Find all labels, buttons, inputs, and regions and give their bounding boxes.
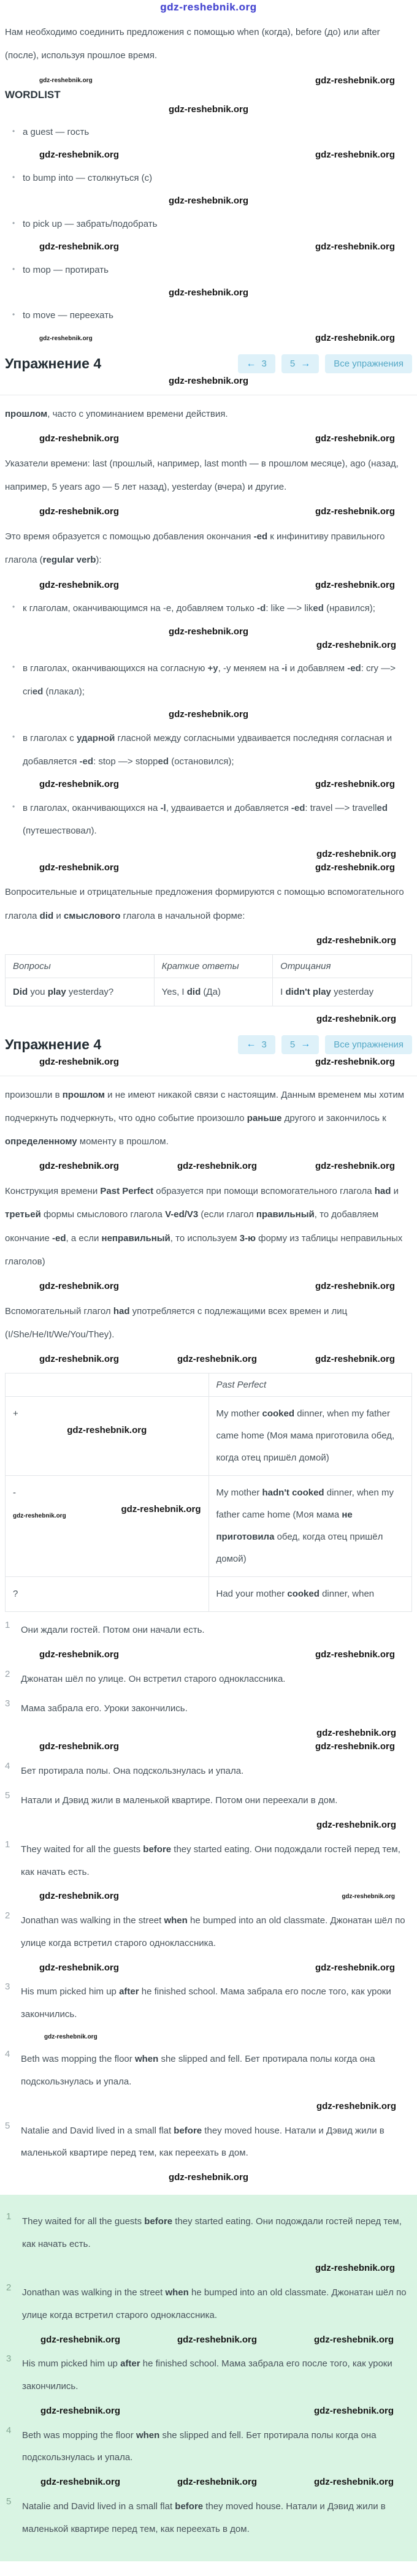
past-perfect-paragraph: Вспомогательный глагол had употребляется с подлежащими всех времен и лиц (I/She/He/It/We/You/They). (5, 1305, 348, 1340)
watermark: gdz-reshebnik.org (316, 639, 396, 650)
item-number: 3 (6, 2354, 12, 2365)
column-header: Вопросы (6, 954, 155, 978)
watermark: gdz-reshebnik.org (315, 333, 395, 344)
watermark: gdz-reshebnik.org (177, 2334, 257, 2345)
task-text: Бет протирала полы. Она подскользнулась и упала. (21, 1765, 244, 1776)
answer-item (5, 2048, 412, 2094)
wordlist (5, 263, 412, 278)
sign-cell: + gdz-reshebnik.org (6, 1397, 209, 1476)
watermark: gdz-reshebnik.org (39, 433, 120, 444)
watermark-row (5, 1649, 412, 1661)
watermark-row (5, 1281, 412, 1293)
wordlist (5, 308, 412, 323)
watermark: gdz-reshebnik.org (315, 1354, 395, 1365)
task-item (5, 1790, 412, 1812)
wordlist-item: • to mop — протирать (12, 263, 412, 278)
did-table (5, 954, 412, 1007)
answer-text: Jonathan was walking in the street when he bumped into an old classmate. Джонатан шёл по улице когда встретил старого одноклассника. (21, 1915, 405, 1948)
spelling-rules-list (5, 597, 412, 620)
pagination (238, 1035, 412, 1054)
exercise-title: Упражнение 4 (5, 1036, 102, 1052)
watermark-row (5, 1891, 412, 1902)
sign-cell: ? (6, 1577, 209, 1612)
answer-text: Beth was mopping the floor when she slipped and fell. Бет протирала полы когда она подскользнулась и упала. (21, 2054, 375, 2088)
task-item (5, 1698, 412, 1720)
past-simple-paragraph: Это время образуется с помощью добавления окончания -ed к инфинитиву правильного глагола (regular verb): (5, 531, 385, 566)
answer-text: Beth was mopping the floor when she slipped and fell. Бет протирала полы когда она подскользнулась и упала. (22, 2430, 377, 2463)
watermark: gdz-reshebnik.org (315, 1056, 395, 1067)
watermark: gdz-reshebnik.org (168, 287, 248, 298)
item-number: 5 (5, 2120, 10, 2131)
task-text: Джонатан шёл по улице. Он встретил старого одноклассника. (21, 1673, 286, 1684)
answer-item (5, 1981, 412, 2026)
answer-item (6, 2353, 411, 2398)
spelling-rules-list (5, 797, 412, 843)
watermark-row (5, 241, 412, 253)
watermark-row (6, 2477, 411, 2488)
watermark: gdz-reshebnik.org (168, 376, 248, 387)
watermark: gdz-reshebnik.org (315, 241, 395, 252)
item-number: 3 (5, 1981, 10, 1993)
watermark: gdz-reshebnik.org (168, 709, 248, 720)
answer-item (5, 1839, 412, 1884)
all-exercises-button[interactable] (325, 354, 412, 373)
table-row-positive (6, 1397, 412, 1476)
item-number: 5 (6, 2496, 12, 2507)
site-logo: gdz-reshebnik.org (160, 1, 257, 13)
watermark: gdz-reshebnik.org (40, 2405, 121, 2416)
all-exercises-button[interactable] (325, 1035, 412, 1054)
answers-list (5, 1839, 412, 2184)
task-item (5, 1668, 412, 1691)
exercise-header (5, 1035, 412, 1054)
wordlist (5, 217, 412, 232)
watermark: gdz-reshebnik.org (39, 1741, 120, 1752)
watermark: gdz-reshebnik.org (168, 626, 248, 637)
arrow-right-icon: → (300, 1039, 311, 1050)
next-page-button[interactable] (281, 1035, 319, 1054)
rule-item: • в глаголах с ударной гласной между согласными удваивается последняя согласная и добавляется -ed: stop —> stopped (остановился); (12, 727, 412, 773)
watermark: gdz-reshebnik.org (316, 935, 396, 946)
watermark: gdz-reshebnik.org (39, 1962, 120, 1973)
watermark-row (5, 779, 412, 791)
watermark: gdz-reshebnik.org (39, 1161, 120, 1172)
negative-cell: I didn't play yesterday (273, 978, 412, 1006)
answer-text: They waited for all the guests before they started eating. Они подождали гостей перед тем, как начать есть. (21, 1844, 400, 1877)
arrow-left-icon: ← (246, 358, 256, 369)
watermark: gdz-reshebnik.org (313, 2405, 394, 2416)
watermark-row (5, 1962, 412, 1974)
exercise-title: Упражнение 4 (5, 355, 102, 372)
watermark: gdz-reshebnik.org (316, 1728, 396, 1739)
rule-item: • в глаголах, оканчивающихся на согласную +y, -у меняем на -i и добавляем -ed: cry —> cried (плакал); (12, 657, 412, 703)
past-perfect-paragraph: Конструкция времени Past Perfect образуется при помощи вспомогательного глагола had и третьей формы смыслового глагола V-ed/V3 (если глагол правильный, то добавляем окончание -ed, а если неправильный, то используем 3-ю форму из таблицы неправильных глаголов) (5, 1186, 403, 1267)
task-text: Они ждали гостей. Потом они начали есть. (21, 1625, 205, 1636)
watermark: gdz-reshebnik.org (315, 579, 395, 590)
item-number: 1 (5, 1839, 10, 1850)
item-number: 4 (6, 2425, 12, 2436)
wordlist-item: • to pick up — забрать/подобрать (12, 217, 412, 232)
watermark-row (5, 580, 412, 591)
wordlist-item: • to bump into — столкнуться (с) (12, 171, 412, 186)
watermark: gdz-reshebnik.org (39, 1281, 120, 1292)
watermark: gdz-reshebnik.org (315, 1649, 395, 1660)
answer-text: His mum picked him up after he finished school. Мама забрала его после того, как уроки закончились. (22, 2358, 392, 2392)
prev-page-number: 3 (261, 359, 267, 370)
all-exercises-label: Все упражнения (334, 359, 404, 370)
watermark: gdz-reshebnik.org (313, 2334, 394, 2345)
watermark: gdz-reshebnik.org (315, 433, 395, 444)
item-number: 2 (6, 2282, 12, 2293)
item-number: 1 (5, 1620, 10, 1631)
past-simple-paragraph: Вопросительные и отрицательные предложения формируются с помощью вспомогательного глагола did и смыслового глагола в начальной форме: (5, 887, 404, 921)
watermark: gdz-reshebnik.org (67, 1425, 147, 1436)
task-item (5, 1760, 412, 1783)
answer-item (6, 2282, 411, 2327)
rule-item: • в глаголах, оканчивающихся на -l, удваивается и добавляется -ed: travel —> travelled (путешествовал). (12, 797, 412, 843)
example-cell: Had your mother cooked dinner, when (208, 1577, 412, 1612)
task-item (5, 1619, 412, 1642)
watermark-row (5, 1354, 412, 1366)
watermark: gdz-reshebnik.org (342, 1893, 395, 1900)
watermark: gdz-reshebnik.org (316, 848, 396, 859)
next-page-number: 5 (289, 359, 296, 370)
table-header-row (6, 1373, 412, 1397)
all-exercises-label: Все упражнения (334, 1039, 404, 1050)
answer-item (5, 1910, 412, 1955)
empty-header-cell (6, 1373, 209, 1397)
rule-item: • к глаголам, оканчивающимся на -е, добавляем только -d: like —> liked (нравился); (12, 597, 412, 620)
watermark: gdz-reshebnik.org (313, 2477, 394, 2488)
answer-text: Natalie and David lived in a small flat before they moved house. Натали и Дэвид жили в маленькой квартире перед тем, как переехать в дом. (22, 2501, 386, 2534)
intro-paragraph: Нам необходимо соединить предложения с помощью when (когда), before (до) или after (после), используя прошлое время. (5, 27, 380, 61)
arrow-right-icon: → (300, 358, 311, 369)
watermark-row (5, 75, 412, 87)
answer-text: Natalie and David lived in a small flat before they moved house. Натали и Дэвид жили в маленькой квартире перед тем, как переехать в дом. (21, 2125, 384, 2159)
watermark: gdz-reshebnik.org (39, 579, 120, 590)
watermark: gdz-reshebnik.org (315, 1741, 395, 1752)
watermark-row (5, 1161, 412, 1172)
answer-text: His mum picked him up after he finished school. Мама забрала его после того, как уроки закончились. (21, 1986, 391, 2020)
answer-item (5, 2120, 412, 2165)
watermark: gdz-reshebnik.org (315, 75, 395, 86)
watermark: gdz-reshebnik.org (315, 779, 395, 790)
item-number: 4 (5, 1760, 10, 1771)
item-number: 4 (5, 2049, 10, 2060)
past-perfect-header: Past Perfect (208, 1373, 412, 1397)
item-number: 2 (5, 1668, 10, 1679)
prev-page-button[interactable] (238, 1035, 275, 1054)
watermark: gdz-reshebnik.org (315, 506, 395, 517)
watermark-row (5, 333, 412, 344)
pagination (238, 354, 412, 373)
watermark: gdz-reshebnik.org (168, 104, 248, 115)
wordlist (5, 171, 412, 186)
watermark: gdz-reshebnik.org (315, 150, 395, 161)
watermark: gdz-reshebnik.org (39, 241, 120, 252)
watermark: gdz-reshebnik.org (315, 2263, 395, 2274)
spelling-rules-list (5, 657, 412, 703)
watermark: gdz-reshebnik.org (168, 2172, 248, 2183)
watermark-row (5, 862, 412, 874)
watermark: gdz-reshebnik.org (44, 2033, 98, 2040)
watermark: gdz-reshebnik.org (39, 1056, 120, 1067)
example-cell: My mother cooked dinner, when my father came home (Моя мама приготовила обед, когда отец пришёл домой) (208, 1397, 412, 1476)
watermark: gdz-reshebnik.org (316, 1014, 396, 1025)
prev-page-number: 3 (261, 1039, 267, 1050)
watermark: gdz-reshebnik.org (40, 2334, 121, 2345)
watermark: gdz-reshebnik.org (39, 862, 120, 873)
watermark: gdz-reshebnik.org (168, 196, 248, 207)
past-perfect-table (5, 1373, 412, 1612)
answers-highlighted-section (0, 2195, 417, 2562)
watermark: gdz-reshebnik.org (13, 1513, 66, 1520)
watermark: gdz-reshebnik.org (39, 1649, 120, 1660)
past-simple-paragraph: прошлом, часто с упоминанием времени действия. (5, 408, 228, 419)
arrow-left-icon: ← (246, 1039, 256, 1050)
sign-cell: - gdz-reshebnik.org gdz-reshebnik.org (6, 1476, 209, 1577)
item-number: 1 (6, 2211, 12, 2222)
watermark: gdz-reshebnik.org (315, 1161, 395, 1172)
answer-item (6, 2425, 411, 2470)
watermark: gdz-reshebnik.org (39, 506, 120, 517)
answer-item (6, 2211, 411, 2256)
watermark: gdz-reshebnik.org (39, 1354, 120, 1365)
item-number: 3 (5, 1698, 10, 1709)
prev-page-button[interactable] (238, 354, 275, 373)
column-header: Отрицания (273, 954, 412, 978)
watermark-row (5, 1057, 412, 1068)
table-row (6, 978, 412, 1006)
exercise-header (5, 354, 412, 373)
watermark: gdz-reshebnik.org (177, 1354, 257, 1365)
next-page-button[interactable] (281, 354, 319, 373)
watermark: gdz-reshebnik.org (316, 2100, 396, 2111)
watermark-row (6, 2335, 411, 2346)
task-text: Мама забрала его. Уроки закончились. (21, 1703, 188, 1714)
wordlist-title: WORDLIST (5, 89, 61, 101)
watermark-row (5, 1741, 412, 1753)
task-text: Натали и Дэвид жили в маленькой квартире. Потом они переехали в дом. (21, 1795, 338, 1806)
question-cell: Did you play yesterday? (6, 978, 155, 1006)
spelling-rules-list (5, 727, 412, 773)
watermark: gdz-reshebnik.org (315, 862, 395, 873)
watermark: gdz-reshebnik.org (121, 1504, 201, 1515)
watermark: gdz-reshebnik.org (315, 1962, 395, 1973)
watermark: gdz-reshebnik.org (39, 779, 120, 790)
item-number: 2 (5, 1910, 10, 1921)
table-header-row (6, 954, 412, 978)
watermark-row (5, 506, 412, 518)
watermark: gdz-reshebnik.org (315, 1281, 395, 1292)
table-row-negative (6, 1476, 412, 1577)
table-row-question (6, 1577, 412, 1612)
answer-item (6, 2496, 411, 2541)
watermark-row (5, 150, 412, 161)
watermark: gdz-reshebnik.org (177, 2477, 257, 2488)
watermark: gdz-reshebnik.org (39, 335, 93, 342)
column-header: Краткие ответы (154, 954, 273, 978)
wordlist-item: • to move — переехать (12, 308, 412, 323)
past-simple-paragraph: Указатели времени: last (прошлый, например, last month — в прошлом месяце), ago (назад, например, 5 years ago — 5 лет назад), yesterday (вчера) и другие. (5, 458, 399, 493)
task-list (5, 1619, 412, 1812)
watermark: gdz-reshebnik.org (39, 77, 93, 84)
watermark-row (5, 433, 412, 445)
watermark: gdz-reshebnik.org (40, 2477, 121, 2488)
watermark: gdz-reshebnik.org (39, 1891, 120, 1902)
past-perfect-paragraph: произошли в прошлом и не имеют никакой связи с настоящим. Данным временем мы хотим подчеркнуть подчеркнуть, что одно событие произошло раньше другого и закончилось к определенному моменту в прошлом. (5, 1089, 405, 1147)
answer-text: Jonathan was walking in the street when he bumped into an old classmate. Джонатан шёл по улице когда встретил старого одноклассника. (22, 2287, 407, 2320)
item-number: 5 (5, 1790, 10, 1801)
watermark: gdz-reshebnik.org (177, 1161, 257, 1172)
example-cell: My mother hadn't cooked dinner, when my father came home (Моя мама не приготовила обед, когда отец пришёл домой) (208, 1476, 412, 1577)
next-page-number: 5 (289, 1039, 296, 1050)
watermark-row (6, 2406, 411, 2417)
wordlist-item: • a guest — гость (12, 125, 412, 140)
watermark: gdz-reshebnik.org (39, 150, 120, 161)
watermark: gdz-reshebnik.org (316, 1820, 396, 1831)
short-answer-cell: Yes, I did (Да) (154, 978, 273, 1006)
wordlist (5, 125, 412, 140)
answer-text: They waited for all the guests before they started eating. Они подождали гостей перед тем, как начать есть. (22, 2216, 402, 2249)
